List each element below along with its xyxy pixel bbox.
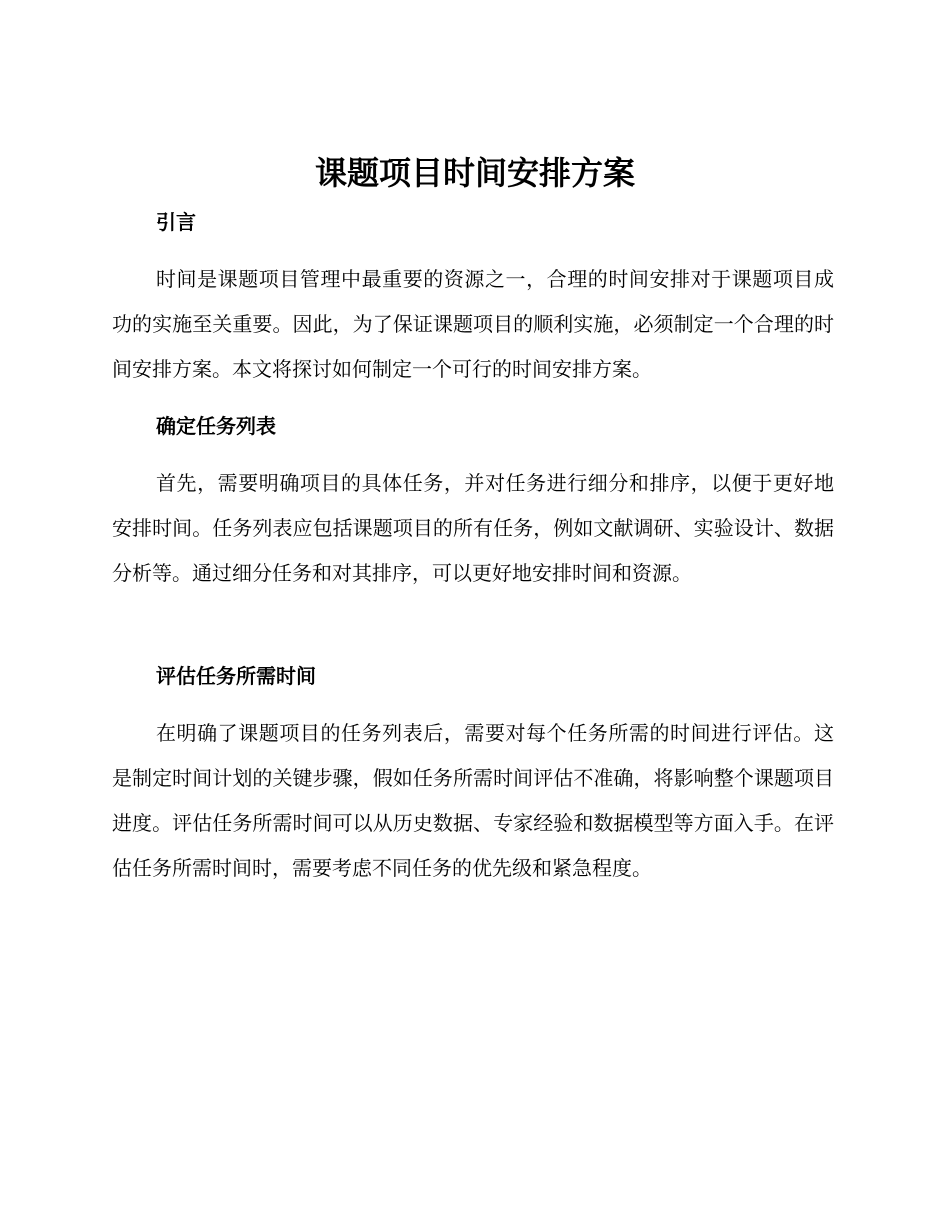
section-paragraph-task-list: 首先，需要明确项目的具体任务，并对任务进行细分和排序，以便于更好地安排时间。任务列表应包括课题项目的所有任务，例如文献调研、实验设计、数据分析等。通过细分任务和对其排序，可以更好地安排时间和资源。: [112, 471, 834, 585]
section-heading-time-estimate: 评估任务所需时间: [156, 664, 316, 688]
document-title: 课题项目时间安排方案: [314, 154, 635, 192]
section-heading-task-list: 确定任务列表: [156, 414, 276, 438]
section-heading-introduction: 引言: [156, 210, 196, 234]
section-paragraph-introduction: 时间是课题项目管理中最重要的资源之一，合理的时间安排对于课题项目成功的实施至关重要。因此，为了保证课题项目的顺利实施，必须制定一个合理的时间安排方案。本文将探讨如何制定一个可行的时间安排方案。: [112, 267, 834, 381]
section-paragraph-time-estimate: 在明确了课题项目的任务列表后，需要对每个任务所需的时间进行评估。这是制定时间计划的关键步骤，假如任务所需时间评估不准确，将影响整个课题项目进度。评估任务所需时间可以从历史数据、专家经验和数据模型等方面入手。在评估任务所需时间时，需要考虑不同任务的优先级和紧急程度。: [112, 721, 834, 880]
